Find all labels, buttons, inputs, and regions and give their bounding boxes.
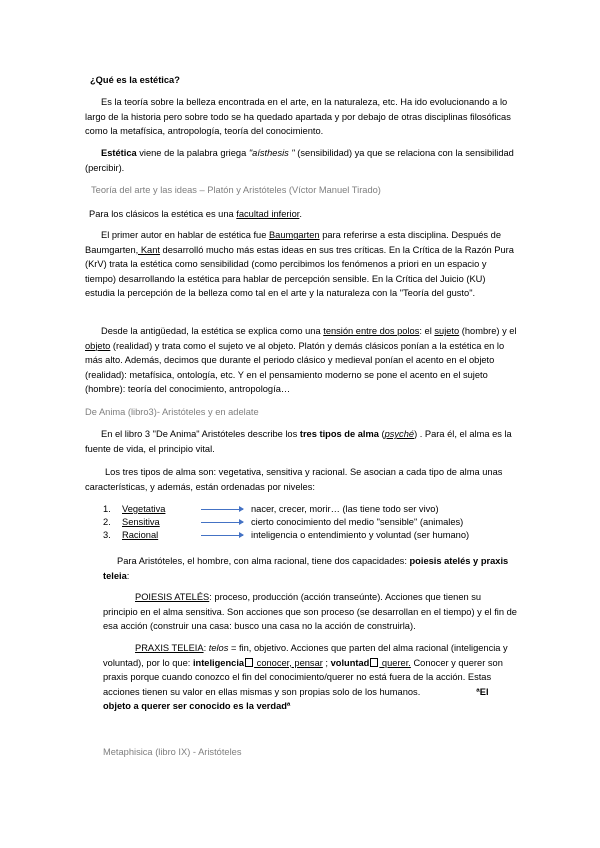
list-term: Racional <box>122 530 159 541</box>
paragraph-definition: Es la teoría sobre la belleza encontrada en el arte, en la naturaleza, etc. Ha ido evolucionando a lo largo de la historia pero sobre todo se ha quedado apartada y por debajo de otras disciplinas filosóficas como la metafísica, antropología, teoría del conocimiento. <box>85 97 511 137</box>
term-poiesis-praxis: poiesis atelés y praxis teleia <box>103 556 509 581</box>
list-description: cierto conocimiento del medio "sensible" (animales) <box>251 517 464 528</box>
term-querer: querer. <box>379 657 411 668</box>
text-run: Conocer y querer son praxis porque cuando conozco el fin del conocimiento/querer no está fuera de la acción. Estas acciones tienen su valor en ellas mismas y son propias solo de los humanos. <box>103 657 503 697</box>
text-run: (sensibilidad) ya que se relaciona con la sensibilidad (percibir). <box>85 148 514 173</box>
list-number: 1. <box>103 504 111 514</box>
text-run: En el libro 3 "De Anima" Aristóteles describe los <box>101 429 300 439</box>
term-kant: , Kant <box>135 244 160 255</box>
box-symbol-icon <box>370 658 378 667</box>
paragraph-facultad-inferior <box>89 207 302 222</box>
paragraph-praxis <box>103 641 517 714</box>
paragraph-tres-tipos <box>85 427 517 456</box>
text-run: Desde la antigüedad, la estética se explica como una <box>101 326 324 336</box>
section-heading-teoria-del-arte: Teoría del arte y las ideas – Platón y Aristóteles (Víctor Manuel Tirado) <box>91 185 381 195</box>
term-estetica: Estética <box>101 148 137 158</box>
arrow-right-icon <box>201 522 243 523</box>
term-tres-tipos: tres tipos de alma <box>299 429 379 439</box>
paragraph-etymology <box>85 146 517 175</box>
text-run: viene de la palabra griega <box>136 148 249 158</box>
text-run: : <box>203 643 209 653</box>
term-praxis-teleia: PRAXIS TELEIA <box>135 643 204 653</box>
box-symbol-icon <box>245 658 253 667</box>
list-number: 2. <box>103 517 111 528</box>
text-run: ) . Para él, el alma es la fuente de vida, el principio vital. <box>85 429 512 454</box>
term-baumgarten: Baumgarten <box>268 230 320 240</box>
list-term: Sensitiva <box>122 517 160 528</box>
term-inteligencia: inteligencia <box>192 657 245 668</box>
list-description: nacer, crecer, morir… (las tiene todo ser vivo) <box>251 504 439 514</box>
key-statement: ªEl objeto a querer ser conocido es la verdadª <box>103 686 489 712</box>
paragraph-baumgarten-kant <box>85 228 517 301</box>
text-run: El primer autor en hablar de estética fue <box>101 230 269 240</box>
text-run: . <box>299 209 302 219</box>
term-poiesis-ateles: POIESIS ATELÉS <box>135 592 210 602</box>
section-heading-de-anima: De Anima (libro3)- Aristóteles y en adelate <box>85 407 259 417</box>
section-heading-metaphisica: Metaphisica (libro IX) - Aristóteles <box>103 747 242 757</box>
text-run: = fin, objetivo. Acciones que parten del alma racional (inteligencia y voluntad), por lo que: <box>103 643 508 668</box>
term-telos: telos <box>208 643 229 653</box>
term-voluntad: voluntad <box>330 657 370 668</box>
text-run: Para Aristóteles, el hombre, con alma racional, tiene dos capacidades: <box>117 556 410 566</box>
text-run: ; <box>322 657 331 668</box>
page-title: ¿Qué es la estética? <box>90 75 180 85</box>
text-run: (hombre) y el <box>459 326 517 336</box>
list-description: inteligencia o entendimiento y voluntad (ser humano) <box>251 530 470 541</box>
text-run: para referirse a esta disciplina. Después de Baumgarten <box>85 230 501 255</box>
term-psyche: psyché <box>384 429 415 439</box>
list-number: 3. <box>103 530 111 541</box>
text-run: (realidad) y trata como el sujeto ve al objeto. Platón y demás clásicos ponían a la estética en lo más alto. Además, decimos que durante el periodo clásico y medieval ponían el acento en el objeto (realidad): metafísica, ontología, etc. Y en el pensamiento moderno se pone el acento en el sujeto (hombre): teoría del conocimiento, antropología… <box>85 340 505 395</box>
arrow-right-icon <box>201 509 243 510</box>
text-run: ( <box>378 429 385 439</box>
text-run: Para los clásicos la estética es una <box>89 209 237 219</box>
term-facultad-inferior: facultad inferior <box>236 209 300 219</box>
text-run: desarrolló mucho más estas ideas en sus tres críticas. En la Crítica de la Razón Pura (KrV) trata la estética como sensibilidad (como percibimos los fenómenos a priori en un espacio y tiempo) desarrollando la estética para hablar de percepción sensible. En la Crítica del Juicio (KU) estudia la percepción de la belleza como tal en el arte y la naturaleza con la "Teoría del gusto". <box>85 244 514 299</box>
paragraph-tipos-alma: Los tres tipos de alma son: vegetativa, sensitiva y racional. Se asocian a cada tipo de alma unas características, y además, están ordenadas por niveles: <box>85 467 503 492</box>
paragraph-tension <box>85 324 517 397</box>
list-term: Vegetativa <box>122 504 166 514</box>
term-conocer-pensar: conocer, pensar <box>254 657 323 668</box>
paragraph-poiesis <box>103 590 517 634</box>
text-run: : proceso, producción (acción transeúnte). Acciones que tienen su principio en el alma sensitiva. Son acciones que son proceso (se desarrollan en el tiempo) y el fin de esa acción (construir una casa: busco una casa no la acción de construirla). <box>103 592 517 632</box>
term-objeto: objeto <box>85 340 111 351</box>
paragraph-capacidades <box>103 554 513 583</box>
text-run: : el <box>419 326 435 336</box>
term-sujeto: sujeto <box>434 326 460 336</box>
term-tension: tensión entre dos polos <box>323 326 420 336</box>
text-run: : <box>126 570 130 581</box>
term-aisthesis: "aísthesis " <box>248 148 295 158</box>
arrow-right-icon <box>201 535 243 536</box>
